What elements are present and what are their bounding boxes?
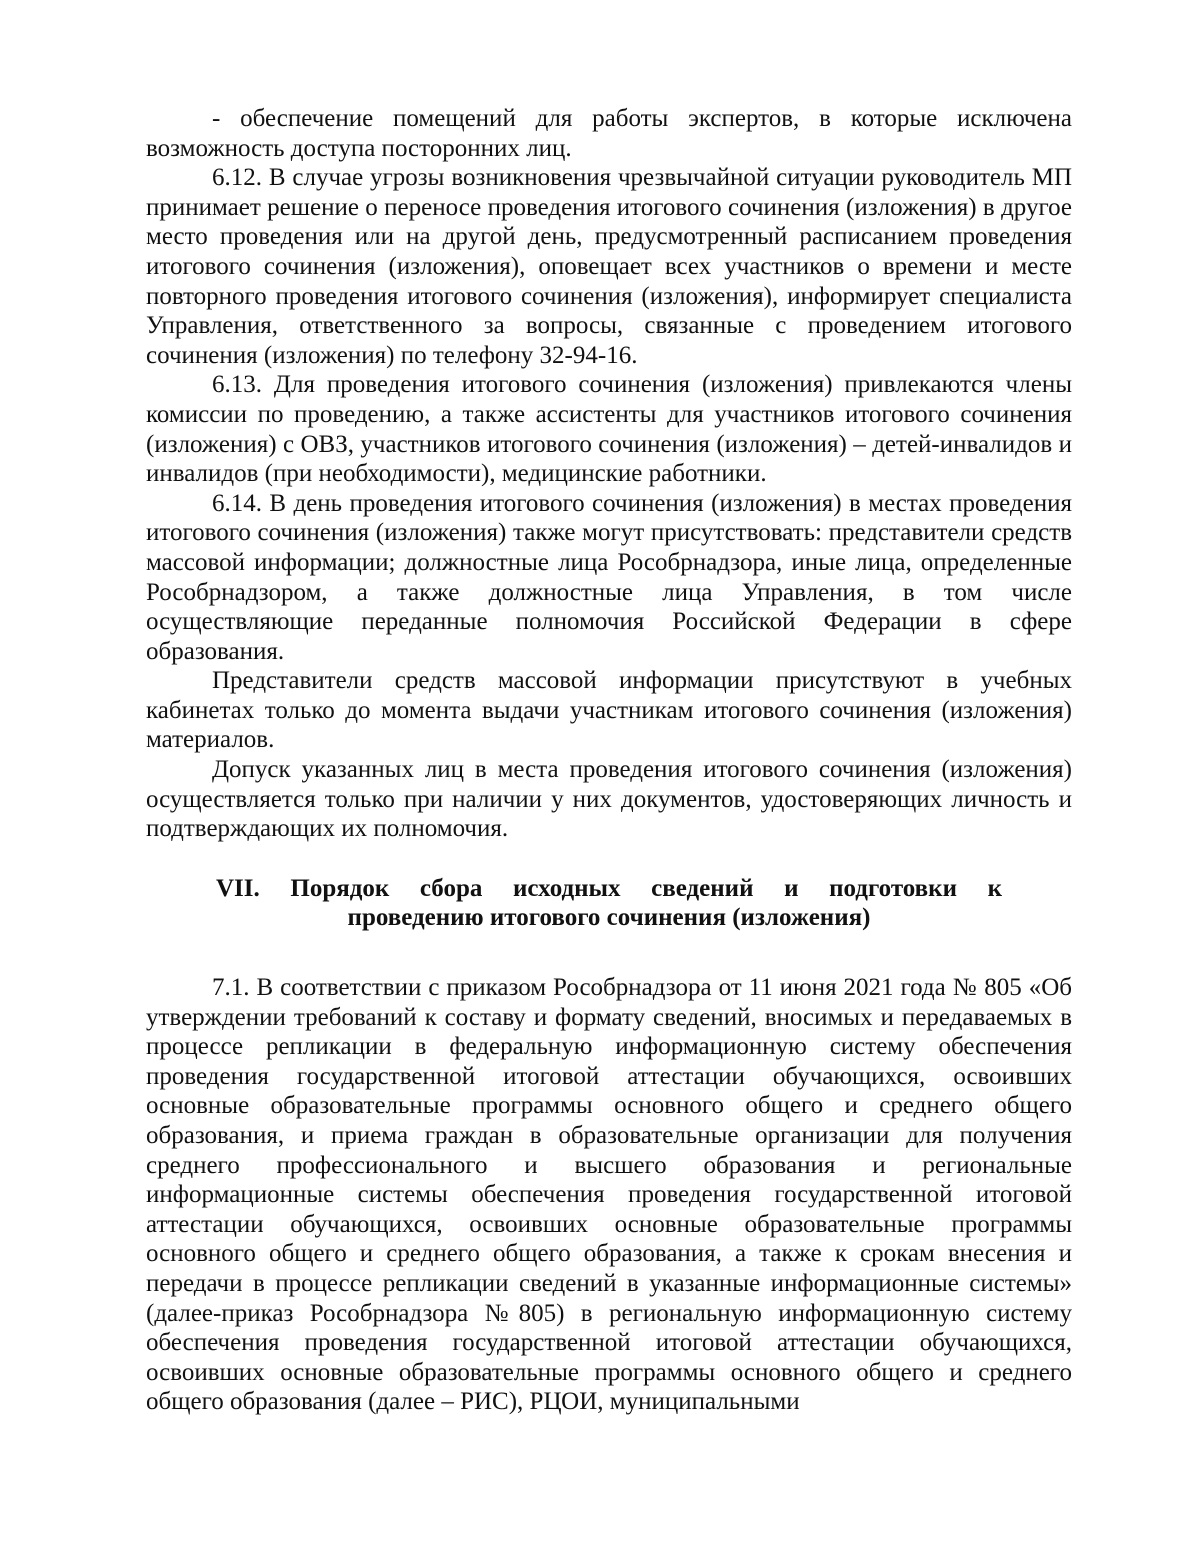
paragraph-expert-rooms: - обеспечение помещений для работы экспертов, в которые исключена возможность доступа посторонних лиц. bbox=[146, 105, 1072, 162]
section-heading-line-1: VII. Порядок сбора исходных сведений и подготовки к bbox=[216, 874, 1002, 902]
paragraph-6-12: 6.12. В случае угрозы возникновения чрезвычайной ситуации руководитель МП принимает решение о переносе проведения итогового сочинения (изложения) в другое место проведения или на другой день, предусмотренный расписанием проведения итогового сочинения (изложения), оповещает всех участников о времени и месте повторного проведения итогового сочинения (изложения), информирует специалиста Управления, ответственного за вопросы, связанные с проведением итогового сочинения (изложения) по телефону 32-94-16. bbox=[146, 164, 1072, 369]
document-page bbox=[146, 104, 1072, 1417]
section-heading-vii bbox=[146, 874, 1072, 933]
paragraph-7-1: 7.1. В соответствии с приказом Рособрнадзора от 11 июня 2021 года № 805 «Об утверждении требований к составу и формату сведений, вносимых и передаваемых в процессе репликации в федеральную информационную систему обеспечения проведения государственной итоговой аттестации обучающихся, освоивших основные образовательные программы основного общего и среднего общего образования, и приема граждан в образовательные организации для получения среднего профессионального и высшего образования и региональные информационные системы обеспечения проведения государственной итоговой аттестации обучающихся, освоивших основные образовательные программы основного общего и среднего общего образования, а также к срокам внесения и передачи в процессе репликации сведений в указанные информационные системы» (далее-приказ Рособрнадзора №805) в региональную информационную систему обеспечения проведения государственной итоговой аттестации обучающихся, освоивших основные образовательные программы основного общего и среднего общего образования (далее – РИС), РЦОИ, муниципальными bbox=[146, 974, 1072, 1416]
section-heading-line-2: проведению итогового сочинения (изложения) bbox=[347, 904, 871, 932]
paragraph-6-13: 6.13. Для проведения итогового сочинения (изложения) привлекаются члены комиссии по проведению, а также ассистенты для участников итогового сочинения (изложения) с ОВЗ, участников итогового сочинения (изложения) – детей-инвалидов и инвалидов (при необходимости), медицинские работники. bbox=[146, 371, 1072, 488]
paragraph-6-14: 6.14. В день проведения итогового сочинения (изложения) в местах проведения итогового сочинения (изложения) также могут присутствовать: представители средств массовой информации; должностные лица Рособрнадзора, иные лица, определенные Рособрнадзором, а также должностные лица Управления, в том числе осуществляющие переданные полномочия Российской Федерации в сфере образования. bbox=[146, 489, 1072, 665]
paragraph-admission: Допуск указанных лиц в места проведения итогового сочинения (изложения) осуществляется только при наличии у них документов, удостоверяющих личность и подтверждающих их полномочия. bbox=[146, 756, 1072, 843]
paragraph-media-representatives: Представители средств массовой информации присутствуют в учебных кабинетах только до момента выдачи участникам итогового сочинения (изложения) материалов. bbox=[146, 667, 1072, 754]
